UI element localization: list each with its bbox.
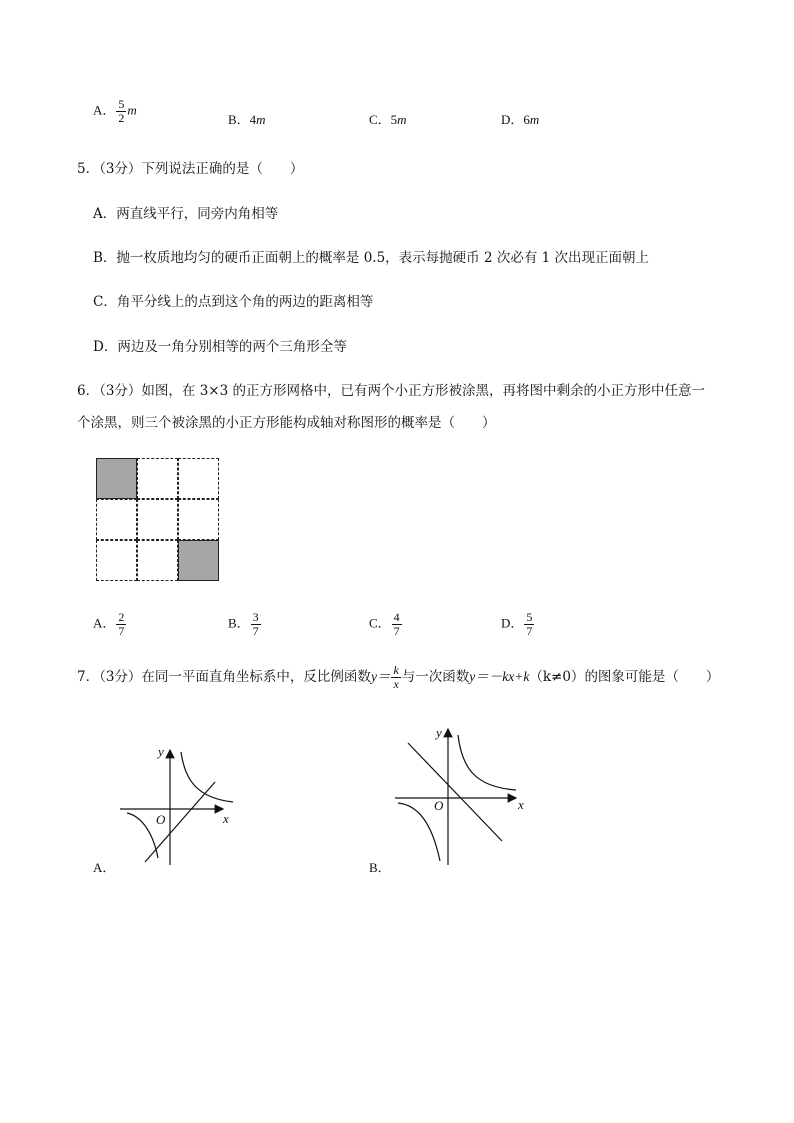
option-label: A． [93,102,116,118]
fraction-denominator: 7 [526,624,533,638]
unit: m [397,112,407,127]
fraction [524,611,534,638]
linear-function-line [408,743,502,841]
fraction-numerator: 2 [118,610,125,624]
graph-a-origin-label: O [156,812,166,827]
fraction [116,611,126,638]
option-label: C． [369,615,391,631]
grid-cell [96,499,137,540]
q7-y-equals: y＝ [370,669,391,684]
fraction-numerator: k [393,663,399,677]
q6-stem-line2: 个涂黑，则三个被涂黑的小正方形能构成轴对称图形的概率是（ ） [77,415,496,431]
q6-option-c[interactable] [369,611,403,638]
graph-a-y-label: y [158,744,164,759]
fraction-numerator: 5 [118,97,125,111]
q4-option-c[interactable] [369,109,407,128]
fraction-numerator: 3 [252,610,259,624]
option-label: D． [501,112,524,127]
option-label: B． [228,112,250,127]
graph-b-option-label[interactable]: B． [369,860,391,875]
option-value: 6 [523,112,530,127]
option-value: 5 [390,112,398,127]
unit: m [127,102,137,118]
q4-option-b[interactable] [228,109,266,128]
q5-option-d[interactable]: D．两边及一角分别相等的两个三角形全等 [93,339,347,355]
hyperbola-branch [181,752,233,802]
unit: m [529,112,540,127]
graph-a-x-label: x [223,811,229,826]
graph-a-option-label[interactable]: A． [93,860,116,875]
grid-cell [137,540,178,581]
grid-cell-filled [178,540,219,581]
q7-linear-function: y＝－kx+k [469,669,530,684]
fraction-numerator: 5 [526,610,533,624]
graph-a [115,740,245,870]
q5-option-b[interactable]: B．抛一枚质地均匀的硬币正面朝上的概率是 0.5，表示每抛硬币 2 次必有 1 次出现正面朝上 [93,250,650,266]
fraction [116,98,126,125]
hyperbola-branch [127,813,158,858]
grid-cell [137,458,178,499]
fraction-denominator: 7 [118,624,125,638]
option-label: C． [369,112,391,127]
q6-stem-line1: 6．（3分）如图，在 3×3 的正方形网格中，已有两个小正方形被涂黑，再将图中剩余的小正方形中任意一 [77,383,705,399]
q7-fraction [391,664,400,691]
q7-stem [77,664,719,691]
fraction-numerator: 4 [393,610,400,624]
fraction [251,611,261,638]
grid-cell [96,540,137,581]
fraction-denominator: 7 [252,624,259,638]
q5-option-c[interactable]: C．角平分线上的点到这个角的两边的距离相等 [93,294,374,310]
option-label: B． [228,615,250,631]
fraction [392,611,402,638]
q7-condition: （k≠0） [529,669,585,685]
hyperbola-branch [458,735,516,790]
grid-cell [137,499,178,540]
fraction-denominator: x [393,677,399,691]
q7-stem-post: 的图象可能是（ ） [584,669,720,685]
graph-b-x-label: x [518,797,524,812]
graph-b [392,723,527,868]
unit: m [256,112,266,127]
q4-option-a[interactable] [93,98,137,125]
grid-cell [178,499,219,540]
q5-option-a[interactable]: A．两直线平行，同旁内角相等 [93,206,279,222]
fraction-denominator: 7 [393,624,400,638]
q5-stem: 5．（3分）下列说法正确的是（ ） [77,161,304,177]
q6-option-b[interactable] [228,611,262,638]
q4-option-d[interactable] [501,109,539,128]
q6-option-d[interactable] [501,611,535,638]
graph-b-y-label: y [436,725,442,740]
q6-option-a[interactable] [93,611,127,638]
q7-stem-mid: 与一次函数 [401,669,470,685]
grid-cell-filled [96,458,137,499]
option-label: A． [93,615,116,631]
q7-stem-pre: 7．（3分）在同一平面直角坐标系中，反比例函数 [77,669,371,685]
grid-cell [178,458,219,499]
option-label: D． [501,615,524,631]
fraction-denominator: 2 [118,111,125,125]
graph-b-origin-label: O [434,798,444,813]
option-value: 4 [249,112,257,127]
